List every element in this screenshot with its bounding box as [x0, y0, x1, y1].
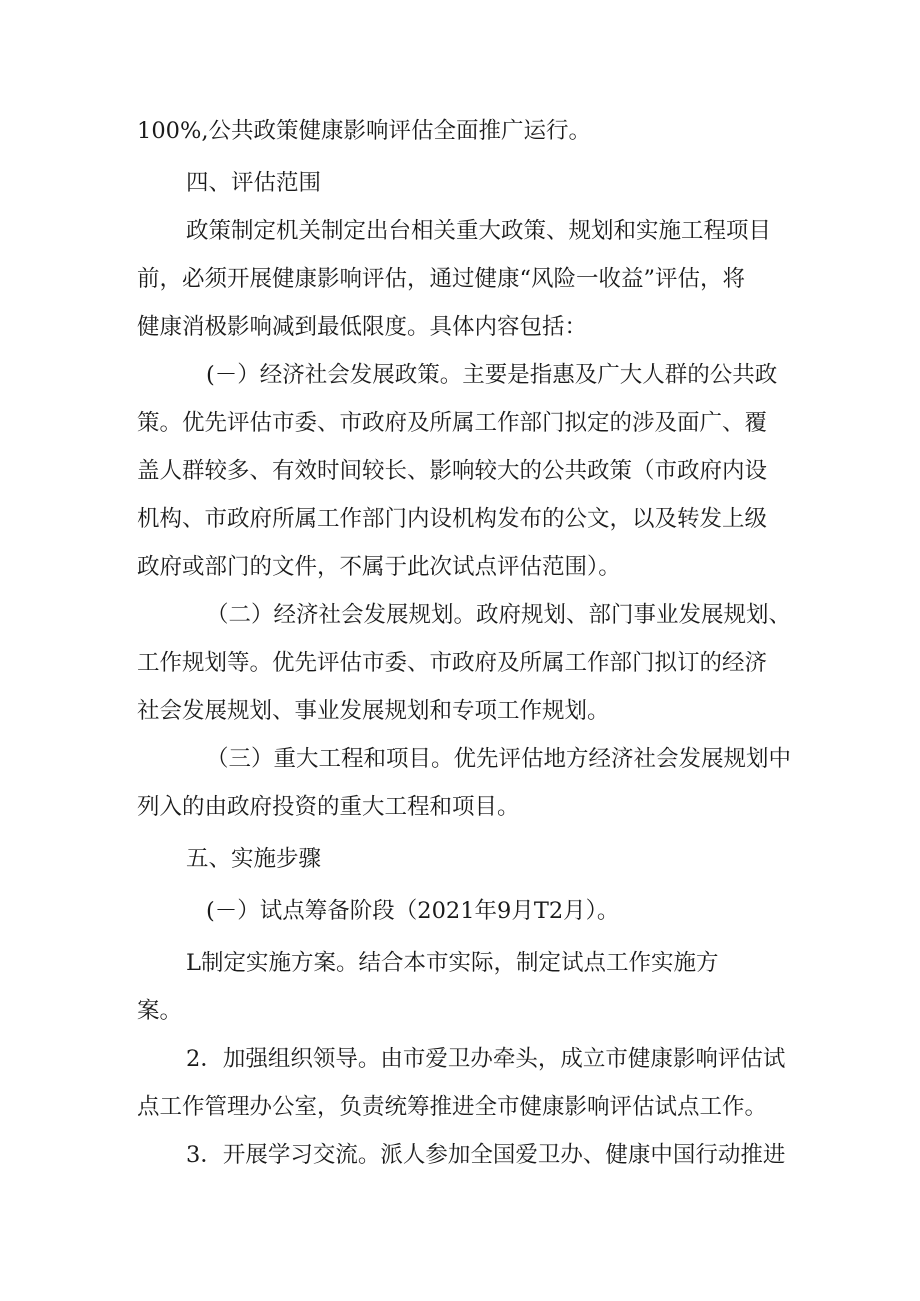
text-line-21: 点工作管理办公室，负责统筹推进全市健康影响评估试点工作。: [137, 1094, 768, 1120]
text-line-17: (－）试点筹备阶段（2021年9月T2月）。: [206, 898, 620, 924]
text-line-9: 机构、市政府所属工作部门内设机构发布的公文，以及转发上级: [137, 506, 768, 532]
text-line-18: L制定实施方案。结合本市实际，制定试点工作实施方: [186, 950, 719, 976]
text-line-5: 健康消极影响减到最低限度。具体内容包括：: [137, 314, 588, 340]
text-line-6: (－）经济社会发展政策。主要是指惠及广大人群的公共政: [206, 362, 778, 388]
text-line-10: 政府或部门的文件，不属于此次试点评估范围）。: [137, 554, 621, 580]
section-heading-steps: 五、实施步骤: [186, 846, 322, 872]
text-line-15: 列入的由政府投资的重大工程和项目。: [137, 794, 520, 820]
text-line-3: 政策制定机关制定出台相关重大政策、规划和实施工程项目: [186, 218, 772, 244]
text-line-14: （三）重大工程和项目。优先评估地方经济社会发展规划中: [206, 746, 792, 772]
text-line-12: 工作规划等。优先评估市委、市政府及所属工作部门拟订的经济: [137, 650, 768, 676]
text-line-7: 策。优先评估市委、市政府及所属工作部门拟定的涉及面广、覆: [137, 410, 768, 436]
text-line-11: （二）经济社会发展规划。政府规划、部门事业发展规划、: [206, 602, 792, 628]
text-line-20: 2．加强组织领导。由市爱卫办牵头，成立市健康影响评估试: [186, 1046, 786, 1072]
text-line-4: 前，必须开展健康影响评估，通过健康“风险一收益”评估，将: [137, 266, 746, 292]
section-heading-scope: 四、评估范围: [186, 170, 322, 196]
text-line-13: 社会发展规划、事业发展规划和专项工作规划。: [137, 698, 610, 724]
text-line-1: 100%,公共政策健康影响评估全面推广运行。: [137, 118, 591, 144]
text-line-8: 盖人群较多、有效时间较长、影响较大的公共政策（市政府内设: [137, 458, 768, 484]
text-line-22: 3．开展学习交流。派人参加全国爱卫办、健康中国行动推进: [186, 1142, 786, 1168]
text-line-19: 案。: [137, 998, 183, 1024]
